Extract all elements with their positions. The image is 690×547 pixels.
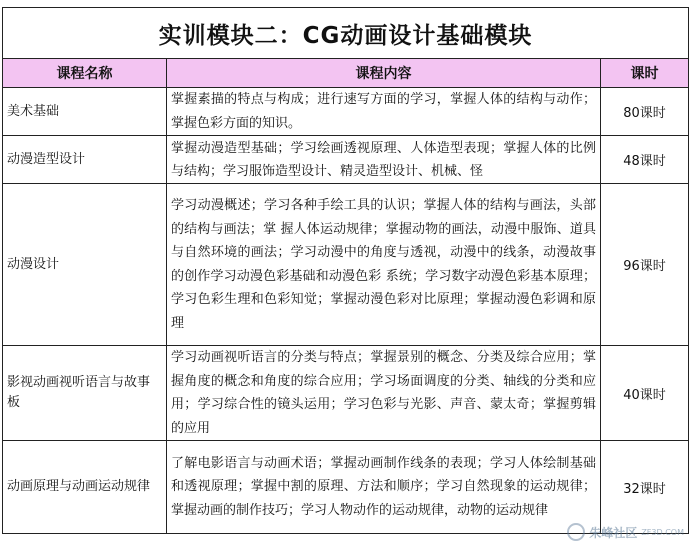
course-hours: 96课时: [601, 184, 689, 346]
course-content: 学习动漫概述；学习各种手绘工具的认识；掌握人体的结构与画法，头部的结构与画法；掌 握人体运动规律；掌握动物的画法，动漫中服饰、道具与自然环境的画法；学习动漫中的角度与透视，动漫中的线条，动漫故事的创作学习动漫色彩基础和动漫色彩 系统；学习数字动漫色彩基本原理；学习色彩生理和色彩知觉；掌握动漫色彩对比原理；掌握动漫色彩调和原理: [167, 184, 601, 346]
course-content: 掌握素描的特点与构成；进行速写方面的学习，掌握人体的结构与动作；掌握色彩方面的知识。: [167, 88, 601, 136]
course-name: 动漫设计: [3, 184, 167, 346]
page-title: 实训模块二：CG动画设计基础模块: [3, 8, 689, 59]
table-row: [3, 441, 689, 534]
course-hours: 32课时: [601, 441, 689, 534]
course-table: [2, 7, 689, 534]
header-course-name: 课程名称: [3, 59, 167, 88]
course-name: 影视动画视听语言与故事板: [3, 346, 167, 441]
course-hours: 40课时: [601, 346, 689, 441]
watermark-text: 朱峰社区: [589, 525, 638, 540]
table-row: [3, 136, 689, 184]
course-content: 掌握动漫造型基础；学习绘画透视原理、人体造型表现；掌握人体的比例与结构；学习服饰造型设计、精灵造型设计、机械、怪: [171, 140, 596, 179]
course-content: 了解电影语言与动画术语；掌握动画制作线条的表现；学习人体绘制基础和透视原理；掌握中割的原理、方法和顺序；学习自然现象的运动规律；掌握动画的制作技巧；学习人物动作的运动规律，动物的运动规律: [167, 441, 601, 534]
table-row: [3, 184, 689, 346]
header-hours: 课时: [601, 59, 689, 88]
course-content-cell: [167, 136, 601, 184]
course-hours: 48课时: [601, 136, 689, 184]
watermark-logo-icon: [567, 523, 585, 541]
course-content: 学习动画视听语言的分类与特点；掌握景别的概念、分类及综合应用；掌握角度的概念和角度的综合应用；学习场面调度的分类、轴线的分类和应用；学习综合性的镜头运用；学习色彩与光影、声音、蒙太奇；掌握剪辑的应用: [167, 346, 601, 441]
course-name: 动漫造型设计: [3, 136, 167, 184]
watermark: [567, 523, 684, 541]
course-hours: 80课时: [601, 88, 689, 136]
watermark-subtext: ZF3D.COM: [641, 527, 684, 537]
course-name: 动画原理与动画运动规律: [3, 441, 167, 534]
table-header-row: [3, 59, 689, 88]
header-course-content: 课程内容: [167, 59, 601, 88]
course-name: 美术基础: [3, 88, 167, 136]
table-row: [3, 346, 689, 441]
table-row: [3, 88, 689, 136]
